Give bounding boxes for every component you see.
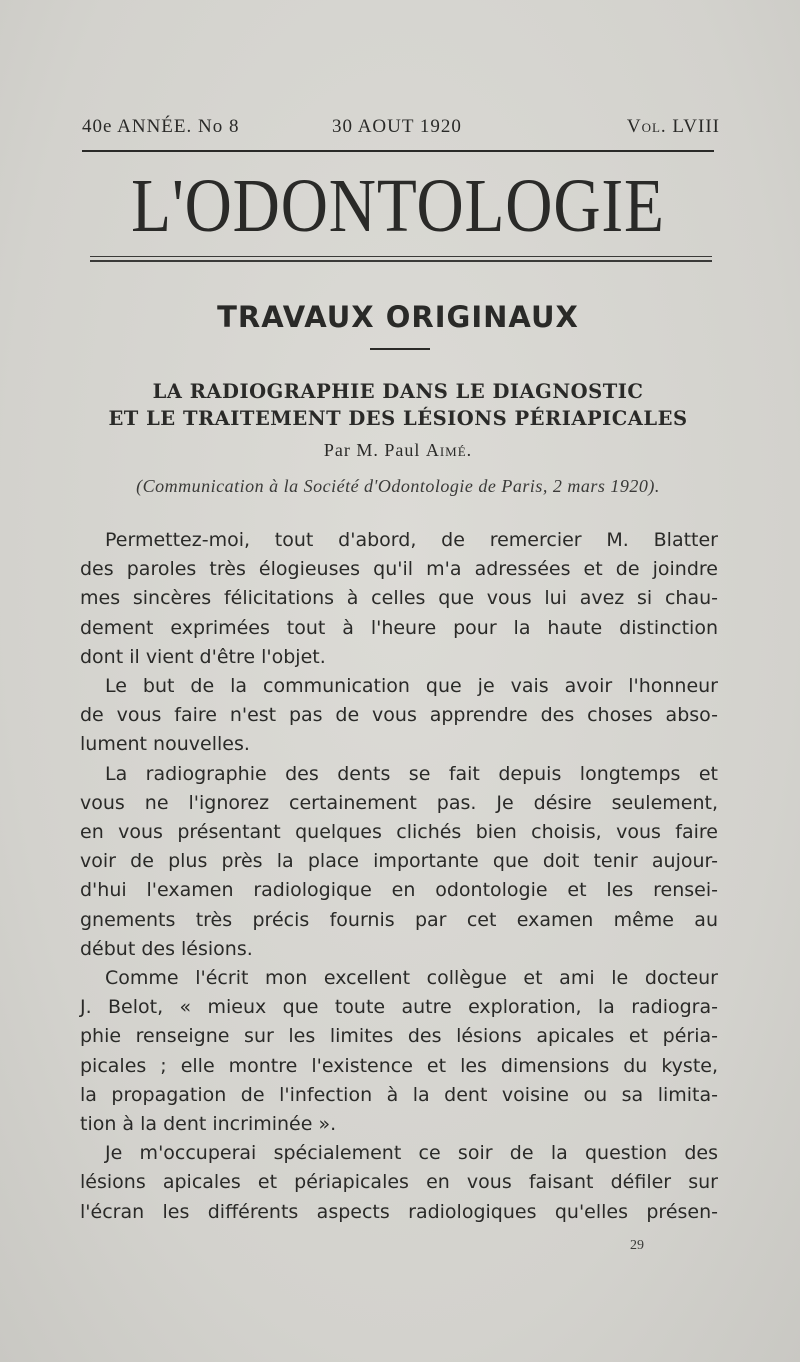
body-line: l'écran les différents aspects radiologiques qu'elles présen-: [80, 1200, 718, 1223]
body-line: vous ne l'ignorez certainement pas. Je désire seulement,: [80, 791, 718, 814]
body-line: J. Belot, « mieux que toute autre exploration, la radiogra-: [80, 996, 718, 1019]
section-divider: [370, 348, 430, 350]
issue-number: 40e ANNÉE. No 8: [82, 116, 240, 137]
masthead-rule-thick: [90, 260, 712, 262]
body-line: Le but de la communication que je vais avoir l'honneur: [105, 675, 718, 698]
body-line: picales ; elle montre l'existence et les dimensions du kyste,: [80, 1054, 718, 1077]
body-line: des paroles très élogieuses qu'il m'a adressées et de joindre: [80, 558, 718, 581]
body-line: la propagation de l'infection à la dent voisine ou sa limita-: [80, 1083, 718, 1106]
journal-masthead: L'ODONTOLOGIE: [131, 164, 665, 248]
body-line: mes sincères félicitations à celles que vous lui avez si chau-: [80, 587, 718, 610]
body-line: Je m'occuperai spécialement ce soir de la question des: [105, 1142, 718, 1165]
masthead-rule-thin: [90, 256, 712, 257]
body-line: début des lésions.: [80, 937, 253, 960]
body-line: dement exprimées tout à l'heure pour la haute distinction: [80, 616, 718, 639]
body-line: lument nouvelles.: [80, 733, 250, 756]
issue-date: 30 AOUT 1920: [332, 116, 462, 137]
page-number: 29: [630, 1238, 644, 1253]
body-line: de vous faire n'est pas de vous apprendre des choses abso-: [80, 704, 718, 727]
byline-prefix: Par M. Paul: [323, 440, 421, 460]
body-line: voir de plus près la place importante que doit tenir aujour-: [80, 850, 718, 873]
issue-header: [82, 112, 720, 142]
body-line: Comme l'écrit mon excellent collègue et ami le docteur: [105, 967, 718, 990]
article-byline: [82, 440, 714, 461]
article-body: [80, 526, 718, 1227]
body-line: d'hui l'examen radiologique en odontologie et les rensei-: [80, 879, 718, 902]
communication-note: (Communication à la Société d'Odontologie de Paris, 2 mars 1920).: [136, 476, 660, 496]
article-title: [82, 378, 714, 432]
body-line: tion à la dent incriminée ».: [80, 1113, 337, 1136]
body-line: en vous présentant quelques clichés bien choisis, vous faire: [80, 821, 718, 844]
body-line: phie renseigne sur les limites des lésions apicales et péria-: [80, 1025, 718, 1048]
section-title: TRAVAUX ORIGINAUX: [217, 300, 579, 334]
body-line: gnements très précis fournis par cet examen même au: [80, 908, 718, 931]
header-rule: [82, 150, 714, 152]
body-line: dont il vient d'être l'objet.: [80, 645, 326, 668]
body-line: lésions apicales et périapicales en vous faisant défiler sur: [80, 1171, 718, 1194]
volume-number: Vol. LVIII: [626, 116, 720, 137]
body-line: Permettez-moi, tout d'abord, de remercier M. Blatter: [105, 529, 718, 551]
article-title-line-2: ET LE TRAITEMENT DES LÉSIONS PÉRIAPICALES: [108, 407, 688, 430]
article-title-line-1: LA RADIOGRAPHIE DANS LE DIAGNOSTIC: [152, 380, 644, 403]
body-line: La radiographie des dents se fait depuis longtemps et: [105, 762, 718, 785]
author-name: Aimé.: [425, 440, 473, 460]
